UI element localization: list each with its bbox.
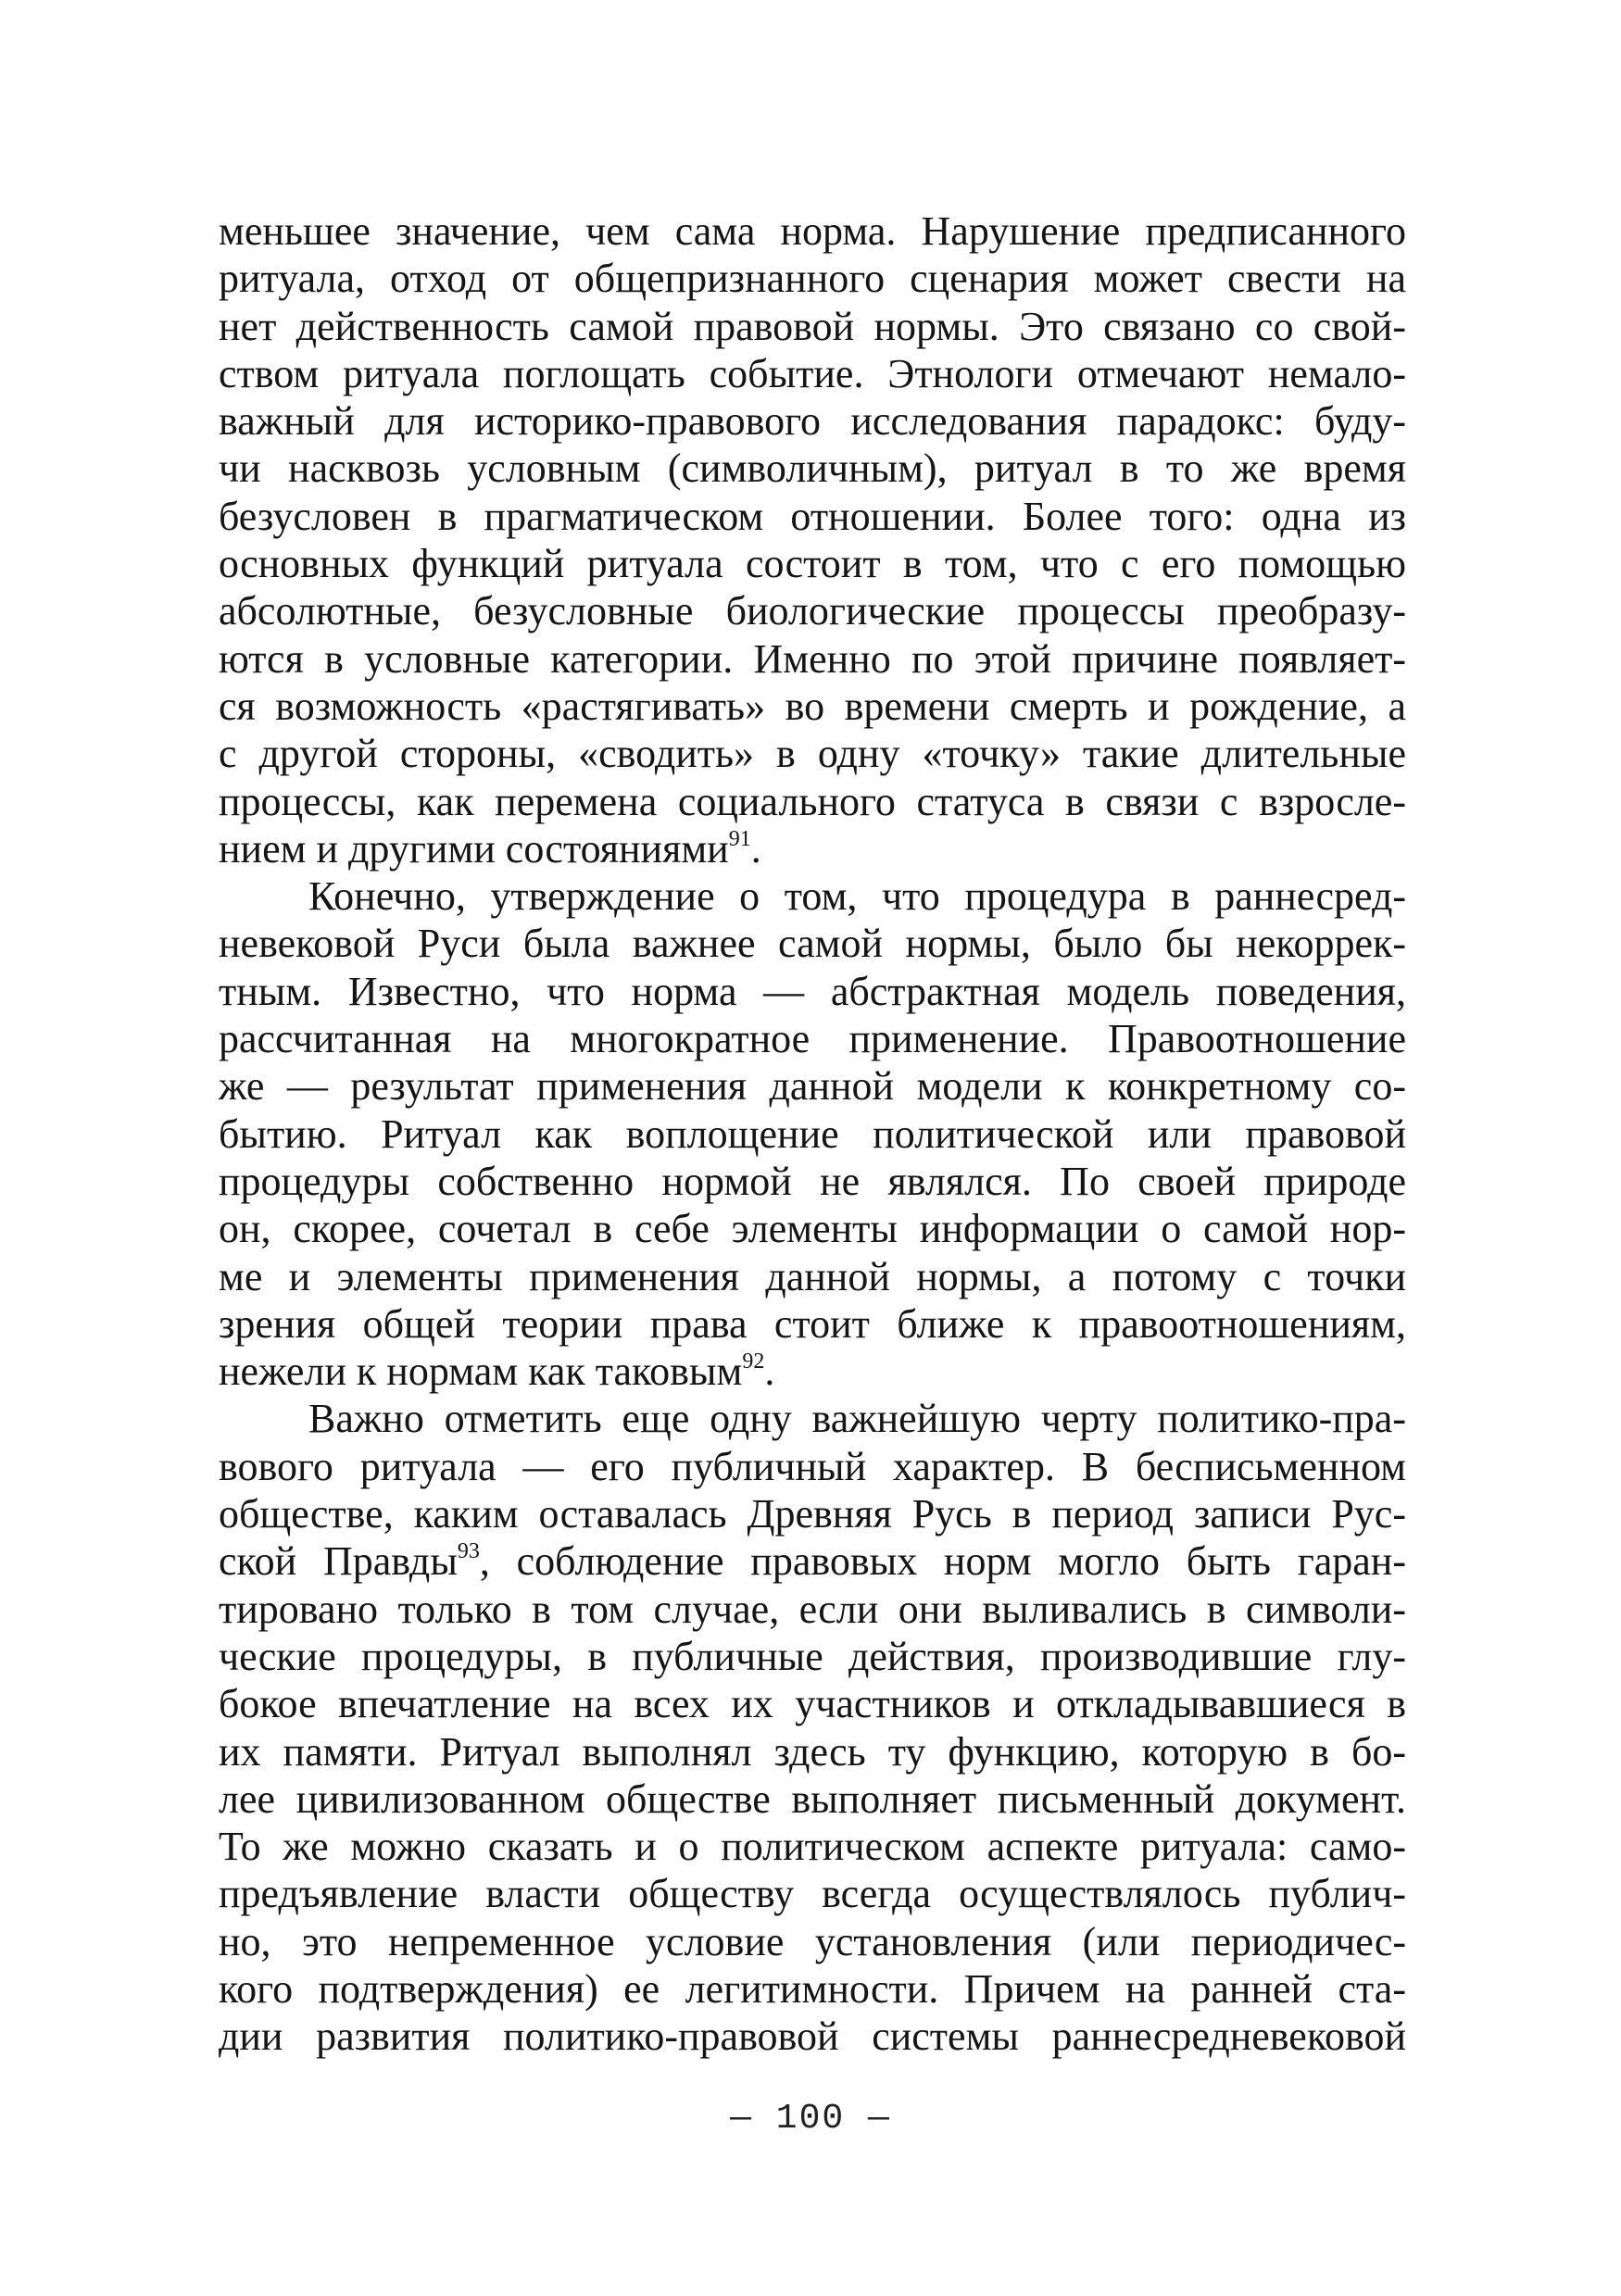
text-line: нет действенность самой правовой нормы. Это связано со свой- <box>219 303 1406 349</box>
text-line: вового ритуала — его публичный характер. В бесписьменном <box>219 1443 1406 1489</box>
text-line: тировано только в том случае, если они выливались в символи- <box>219 1586 1406 1632</box>
text-line: дии развития политико-правовой системы раннесредневековой <box>219 2014 1406 2060</box>
text-line: процедуры собственно нормой не являлся. По своей природе <box>219 1158 1406 1204</box>
text-line: Важно отметить еще одну важнейшую черту политико-пра- <box>308 1396 1406 1442</box>
text-line: безусловен в прагматическом отношении. Более того: одна из <box>219 493 1406 539</box>
text-line: важный для историко-правового исследования парадокс: буду- <box>219 398 1406 445</box>
text-line: же — результат применения данной модели к конкретному со- <box>219 1063 1406 1110</box>
text-line: Конечно, утверждение о том, что процедура в раннесред- <box>308 873 1406 920</box>
body-text <box>219 207 1406 2061</box>
paragraph-2 <box>219 872 1406 1395</box>
text-line: То же можно сказать и о политическом аспекте ритуала: само- <box>219 1824 1406 1870</box>
text-line: ме и элементы применения данной нормы, а потому с точки <box>219 1253 1406 1299</box>
text-line: лее цивилизованном обществе выполняет письменный документ. <box>219 1775 1406 1822</box>
text-line: кого подтверждения) ее легитимности. Причем на ранней ста- <box>219 1965 1406 2012</box>
text-line: он, скорее, сочетал в себе элементы информации о самой нор- <box>219 1206 1406 1252</box>
text-line: ством ритуала поглощать событие. Этнологи отмечают немало- <box>219 350 1406 396</box>
text-line: абсолютные, безусловные биологические процессы преобразу- <box>219 588 1406 634</box>
text-line: процессы, как перемена социального статуса в связи с взросле- <box>219 778 1406 824</box>
text-line: меньшее значение, чем сама норма. Нарушение предписанного <box>219 208 1406 254</box>
text-line: ческие процедуры, в публичные действия, производившие глу- <box>219 1633 1406 1679</box>
text-line: чи насквозь условным (символичным), ритуал в то же время <box>219 445 1406 492</box>
text-line: основных функций ритуала состоит в том, что с его помощью <box>219 541 1406 587</box>
line-text: нежели к нормам как таковым <box>219 1349 743 1395</box>
line-text: нием и другими состояниями <box>219 825 729 872</box>
line-text: ской Правды <box>219 1538 458 1585</box>
text-line: ются в условные категории. Именно по этой причине появляет- <box>219 635 1406 682</box>
text-line: бокое впечатление на всех их участников и откладывавшиеся в <box>219 1681 1406 1727</box>
paragraph-3 <box>219 1395 1406 2060</box>
page-number: — 100 — <box>730 2099 891 2139</box>
footnote-marker: 92 <box>742 1349 765 1374</box>
footnote-marker: 93 <box>457 1539 480 1564</box>
text-line: зрения общей теории права стоит ближе к правоотношениям, <box>219 1300 1406 1347</box>
text-line: тным. Известно, что норма — абстрактная модель поведения, <box>219 968 1406 1014</box>
text-line: обществе, каким оставалась Древняя Русь в период записи Рус- <box>219 1491 1406 1537</box>
text-line: ритуала, отход от общепризнанного сценария может свести на <box>219 256 1406 302</box>
text-line: с другой стороны, «сводить» в одну «точку» такие длительные <box>219 731 1406 777</box>
text-line-last <box>219 825 1406 872</box>
text-line: невековой Руси была важнее самой нормы, было бы некоррек- <box>219 921 1406 967</box>
text-line: их памяти. Ритуал выполнял здесь ту функцию, которую в бо- <box>219 1728 1406 1775</box>
text-line: ся возможность «растягивать» во времени смерть и рождение, а <box>219 683 1406 729</box>
line-continuation: , соблюдение правовых норм могло быть гаран- <box>479 1538 1406 1585</box>
footnote-marker: 91 <box>728 826 751 851</box>
line-tail: . <box>764 1349 775 1395</box>
line-tail: . <box>750 825 761 872</box>
text-line: бытию. Ритуал как воплощение политической или правовой <box>219 1110 1406 1157</box>
text-line: рассчитанная на многократное применение. Правоотношение <box>219 1016 1406 1062</box>
text-line-with-footnote <box>219 1537 1406 1585</box>
text-line: предъявление власти обществу всегда осуществлялось публич- <box>219 1871 1406 1917</box>
paragraph-1 <box>219 207 1406 872</box>
text-line-last <box>219 1348 1406 1395</box>
text-line: но, это непременное условие установления (или периодичес- <box>219 1918 1406 1964</box>
